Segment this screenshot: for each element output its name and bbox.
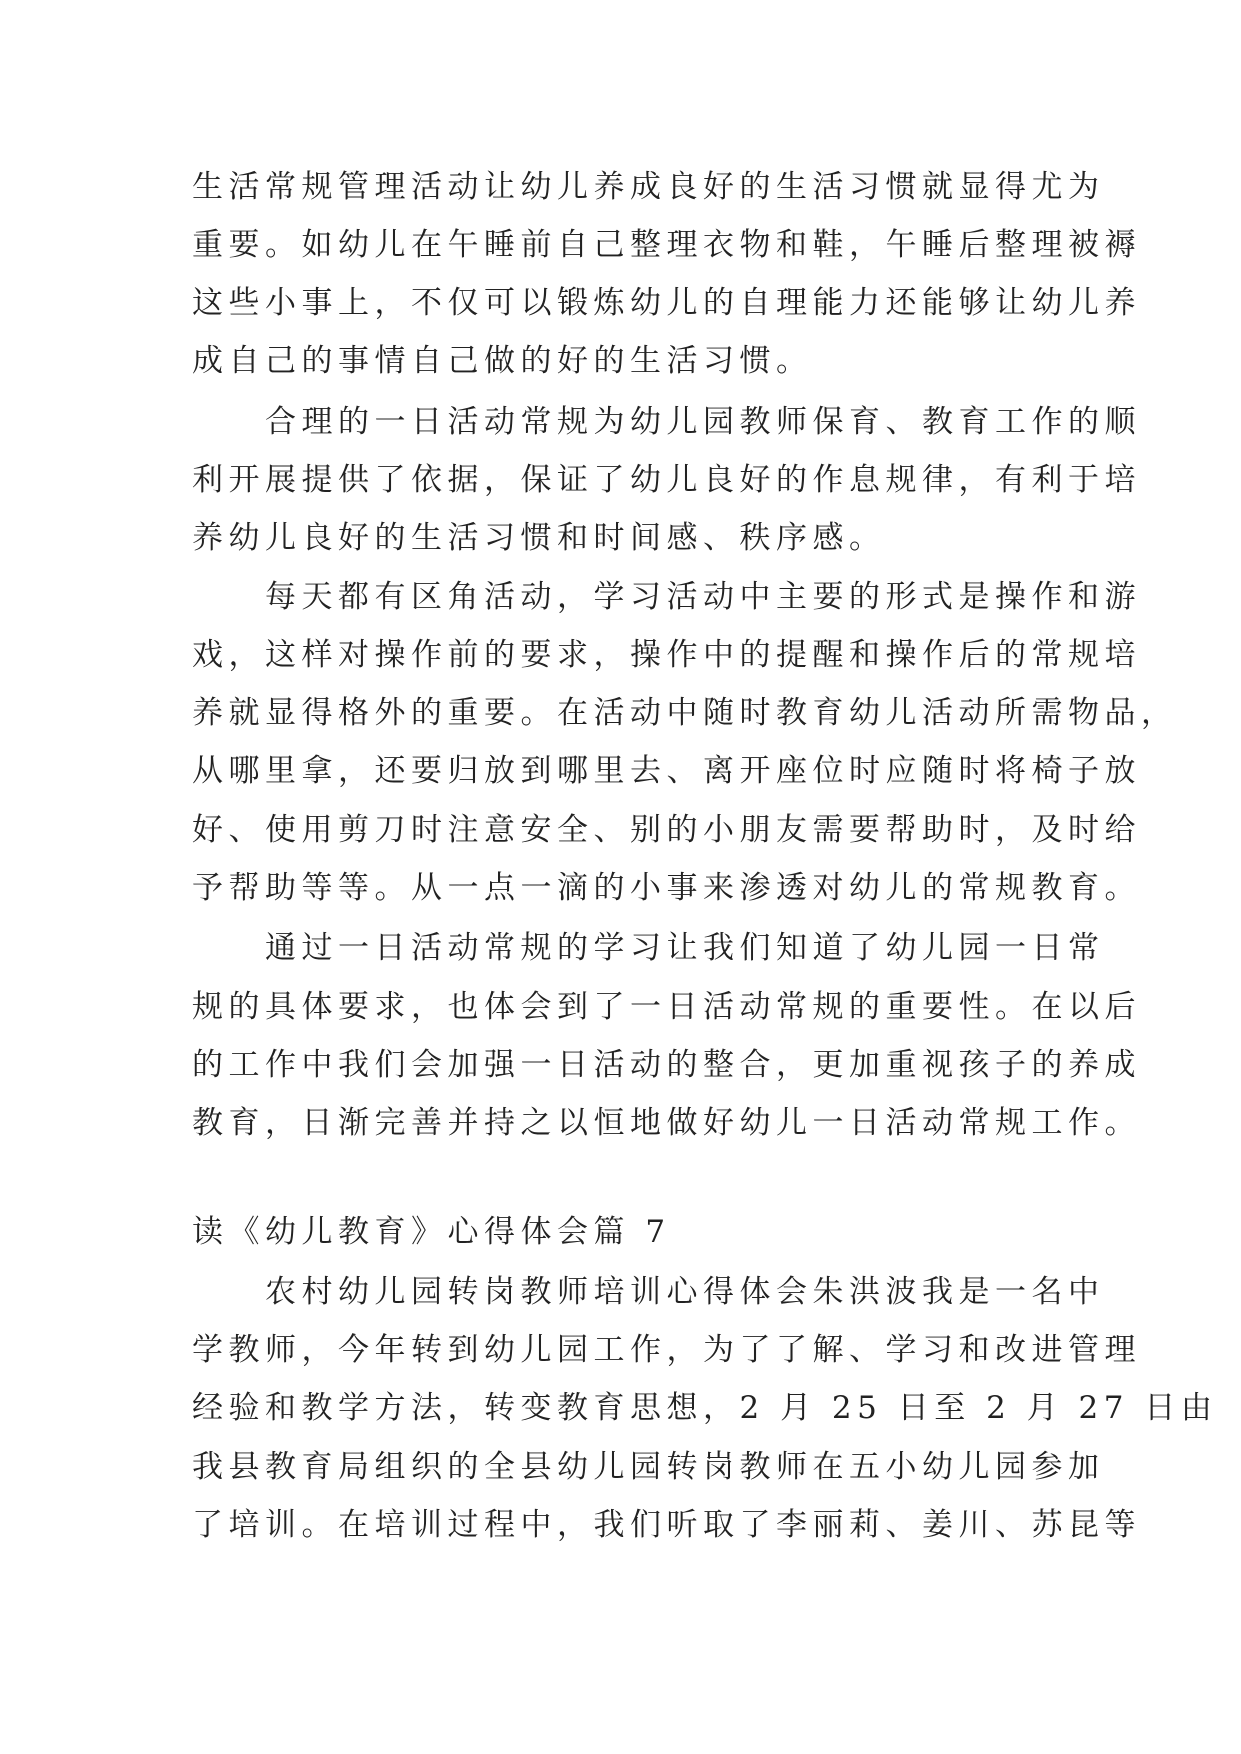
paragraph-line: 成自己的事情自己做的好的生活习惯。: [192, 343, 813, 379]
paragraph-line: 教育，日渐完善并持之以恒地做好幼儿一日活动常规工作。: [192, 1105, 1141, 1141]
paragraph-line: 养幼儿良好的生活习惯和时间感、秩序感。: [192, 520, 886, 556]
paragraph-line: 农村幼儿园转岗教师培训心得体会朱洪波我是一名中: [192, 1274, 1105, 1310]
paragraph-line: 这些小事上，不仅可以锻炼幼儿的自理能力还能够让幼儿养: [192, 285, 1141, 321]
paragraph-line: 养就显得格外的重要。在活动中随时教育幼儿活动所需物品，: [192, 695, 1178, 731]
paragraph-line: 经验和教学方法，转变教育思想，2 月 25 日至 2 月 27 日由: [192, 1390, 1218, 1426]
paragraph-line: 每天都有区角活动，学习活动中主要的形式是操作和游: [192, 579, 1141, 615]
paragraph-line: 学教师，今年转到幼儿园工作，为了了解、学习和改进管理: [192, 1332, 1141, 1368]
paragraph-line: 生活常规管理活动让幼儿养成良好的生活习惯就显得尤为: [192, 169, 1105, 205]
paragraph-line: 好、使用剪刀时注意安全、别的小朋友需要帮助时，及时给: [192, 812, 1141, 848]
paragraph-line: 的工作中我们会加强一日活动的整合，更加重视孩子的养成: [192, 1047, 1141, 1083]
paragraph-line: 规的具体要求，也体会到了一日活动常规的重要性。在以后: [192, 989, 1141, 1025]
paragraph-line: 通过一日活动常规的学习让我们知道了幼儿园一日常: [192, 930, 1105, 966]
paragraph-line: 予帮助等等。从一点一滴的小事来渗透对幼儿的常规教育。: [192, 870, 1141, 906]
section-heading: 读《幼儿教育》心得体会篇 7: [192, 1214, 671, 1250]
paragraph-line: 合理的一日活动常规为幼儿园教师保育、教育工作的顺: [192, 404, 1141, 440]
paragraph-line: 戏，这样对操作前的要求，操作中的提醒和操作后的常规培: [192, 637, 1141, 673]
paragraph-line: 了培训。在培训过程中，我们听取了李丽莉、姜川、苏昆等: [192, 1507, 1141, 1543]
paragraph-line: 利开展提供了依据，保证了幼儿良好的作息规律，有利于培: [192, 462, 1141, 498]
paragraph-line: 重要。如幼儿在午睡前自己整理衣物和鞋，午睡后整理被褥: [192, 227, 1141, 263]
paragraph-line: 我县教育局组织的全县幼儿园转岗教师在五小幼儿园参加: [192, 1449, 1105, 1485]
paragraph-line: 从哪里拿，还要归放到哪里去、离开座位时应随时将椅子放: [192, 753, 1141, 789]
